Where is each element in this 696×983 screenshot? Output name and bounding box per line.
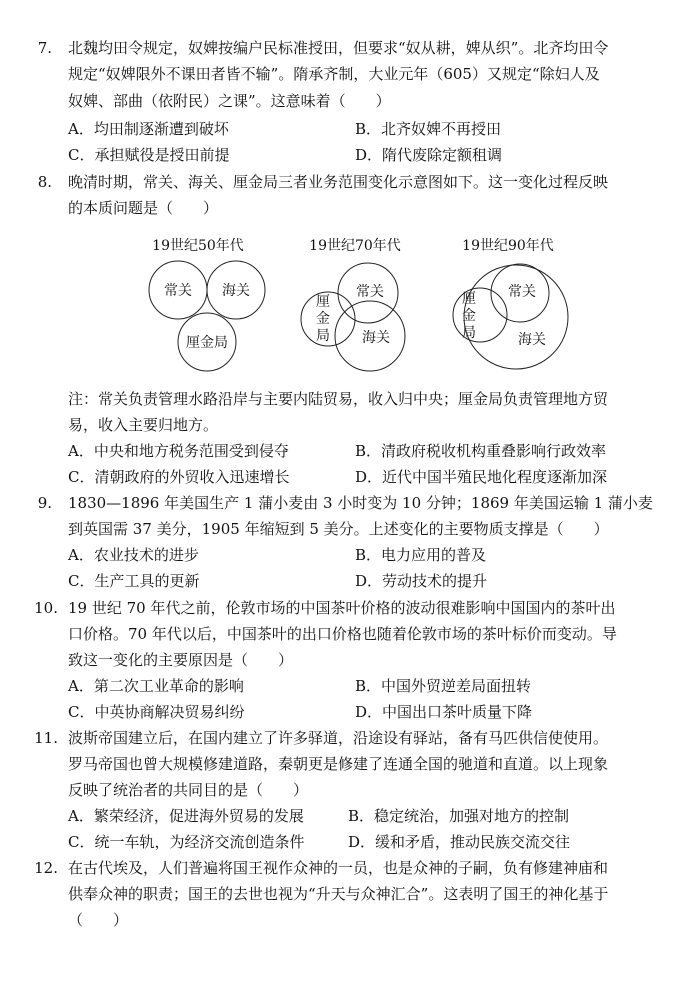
label-lijinju-1870s-vertical xyxy=(316,294,330,344)
q11-option-d: D．缓和矛盾，推动民族交流交往 xyxy=(348,833,571,851)
label-lijinju-1890s-vertical xyxy=(462,291,476,341)
q10-option-a: A．第二次工业革命的影响 xyxy=(68,677,244,695)
label-lijinju-1870s-char: 金 xyxy=(316,311,330,327)
label-haiguan-1850s: 海关 xyxy=(222,283,250,299)
q7-line: 规定“奴婢限外不课田者皆不输”。隋承齐制，大业元年（605）又规定“除妇人及 xyxy=(68,65,600,83)
label-lijinju-1850s: 厘金局 xyxy=(186,335,228,351)
label-haiguan-1890s: 海关 xyxy=(518,332,546,348)
q9-option-c: C．生产工具的更新 xyxy=(68,572,200,590)
circle-haiguan-1890s xyxy=(464,265,568,369)
q7-option-d: D．隋代废除定额租调 xyxy=(355,146,503,164)
panel-title-1850s: 19世纪50年代 xyxy=(152,238,244,254)
label-lijinju-1870s-char: 局 xyxy=(316,328,330,344)
q10-line: 19 世纪 70 年代之前，伦敦市场的中国茶叶价格的波动很难影响中国国内的茶叶出 xyxy=(68,599,616,617)
q7-line: 北魏均田令规定，奴婢按编户民标准授田，但要求“奴从耕，婢从织”。北齐均田令 xyxy=(68,39,609,57)
q9-line: 1830—1896 年美国生产 1 蒲小麦由 3 小时变为 10 分钟；1869 年美国运输 1 蒲小麦 xyxy=(68,494,653,512)
q11-option-a: A．繁荣经济，促进海外贸易的发展 xyxy=(68,807,304,825)
label-lijinju-1890s-char: 局 xyxy=(462,325,476,341)
q8-note-line: 注：常关负责管理水路沿岸与主要内陆贸易，收入归中央；厘金局负责管理地方贸 xyxy=(68,390,609,408)
q8-note-line: 易，收入主要归地方。 xyxy=(68,416,219,434)
label-changguan-1890s: 常关 xyxy=(508,284,536,300)
label-changguan-1850s: 常关 xyxy=(164,283,192,299)
q11-line: 波斯帝国建立后，在国内建立了许多驿道，沿途设有驿站，备有马匹供信使使用。 xyxy=(68,729,609,747)
q11-number: 11. xyxy=(34,729,58,747)
panel-title-1870s: 19世纪70年代 xyxy=(309,238,401,254)
label-lijinju-1890s-char: 金 xyxy=(462,308,476,324)
panel-title-1890s: 19世纪90年代 xyxy=(462,238,554,254)
label-changguan-1870s: 常关 xyxy=(356,284,384,300)
q12-line: 供奉众神的职责；国王的去世也视为“升天与众神汇合”。这表明了国王的神化基于 xyxy=(68,885,609,903)
q8-venn-diagram xyxy=(130,230,580,380)
q10-line: 致这一变化的主要原因是（ ） xyxy=(68,651,294,669)
q10-option-c: C．中英协商解决贸易纠纷 xyxy=(68,703,245,721)
q10-option-d: D．中国出口茶叶质量下降 xyxy=(355,703,533,721)
label-lijinju-1870s-char: 厘 xyxy=(316,294,330,310)
q7-number: 7. xyxy=(37,39,52,57)
q9-option-a: A．农业技术的进步 xyxy=(68,546,199,564)
label-haiguan-1870s: 海关 xyxy=(362,330,390,346)
q9-number: 9. xyxy=(37,494,52,512)
q9-option-b: B．电力应用的普及 xyxy=(355,546,487,564)
q11-line: 反映了统治者的共同目的是（ ） xyxy=(68,781,309,799)
q9-line: 到英国需 37 美分，1905 年缩短到 5 美分。上述变化的主要物质支撑是（ ） xyxy=(68,520,609,538)
q7-option-b: B．北齐奴婢不再授田 xyxy=(355,120,502,138)
q7-option-c: C．承担赋役是授田前提 xyxy=(68,146,230,164)
q8-option-b: B．清政府税收机构重叠影响行政效率 xyxy=(355,442,607,460)
q10-number: 10. xyxy=(34,599,58,617)
q8-option-a: A．中央和地方税务范围受到侵夺 xyxy=(68,442,289,460)
q8-line: 的本质问题是（ ） xyxy=(68,199,219,217)
q8-line: 晚清时期，常关、海关、厘金局三者业务范围变化示意图如下。这一变化过程反映 xyxy=(68,173,609,191)
q11-option-c: C．统一车轨，为经济交流创造条件 xyxy=(68,833,305,851)
q12-number: 12. xyxy=(34,859,58,877)
q10-line: 口价格。70 年代以后，中国茶叶的出口价格也随着伦敦市场的茶叶标价而变动。导 xyxy=(68,625,617,643)
q8-option-c: C．清朝政府的外贸收入迅速增长 xyxy=(68,468,290,486)
q12-line: 在古代埃及，人们普遍将国王视作众神的一员，也是众神的子嗣，负有修建神庙和 xyxy=(68,859,609,877)
q11-line: 罗马帝国也曾大规模修建道路，秦朝更是修建了连通全国的驰道和直道。以上现象 xyxy=(68,755,609,773)
q12-line: （ ） xyxy=(68,911,129,929)
q8-option-d: D．近代中国半殖民地化程度逐渐加深 xyxy=(355,468,608,486)
q7-option-a: A．均田制逐渐遭到破坏 xyxy=(68,120,229,138)
q7-line: 奴婢、部曲（依附民）之课”。这意味着（ ） xyxy=(68,92,391,110)
q8-number: 8. xyxy=(37,173,52,191)
label-lijinju-1890s-char: 厘 xyxy=(462,291,476,307)
q9-option-d: D．劳动技术的提升 xyxy=(355,572,488,590)
q10-option-b: B．中国外贸逆差局面扭转 xyxy=(355,677,532,695)
q11-option-b: B．稳定统治，加强对地方的控制 xyxy=(348,807,570,825)
